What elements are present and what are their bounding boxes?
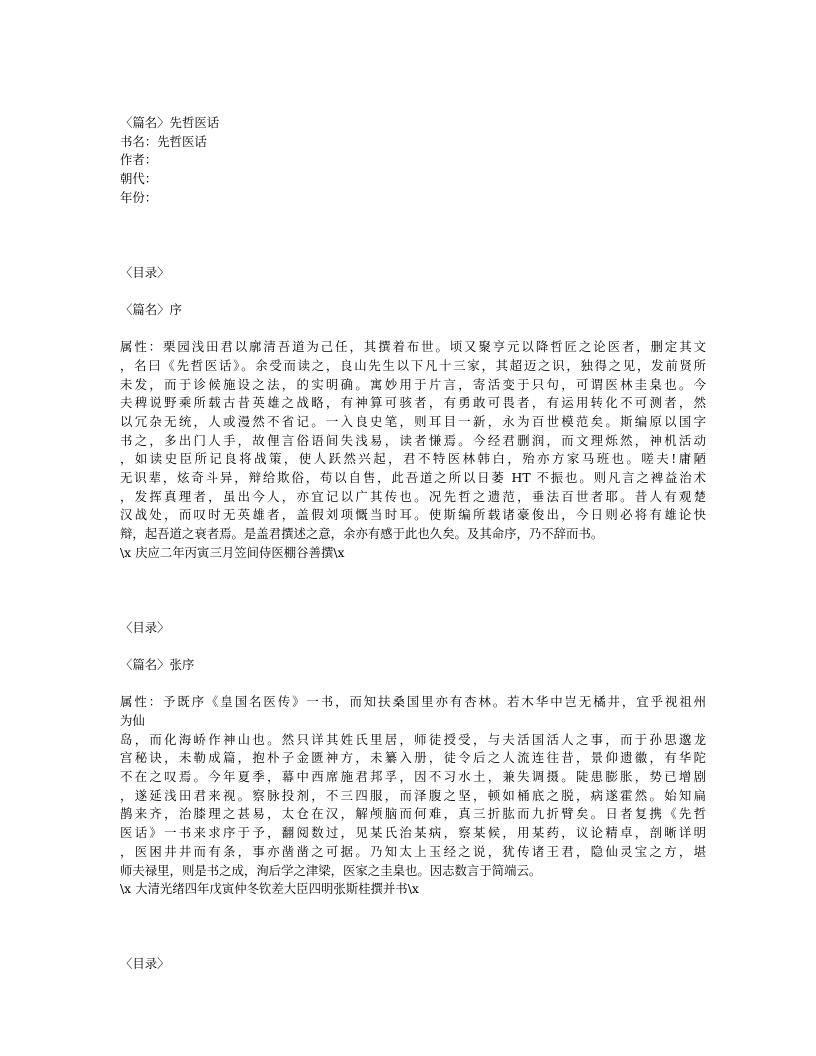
body-line: 岛，而化海峤作神山也。然只详其姓氏里居，师徒授受，与夫活国活人之事，而于孙思邈龙 <box>120 731 706 747</box>
body-line: 鹊来齐，治膝理之甚易，太仓在汉，解颅脑而何难，真三折肱而九折臂矣。日者复携《先哲 <box>120 806 706 822</box>
document-page <box>120 114 706 974</box>
section-heading: 〈篇名〉序 <box>120 301 182 317</box>
body-line: ，如读史臣所记良将战策，使人跃然兴起，君不特医林韩白，殆亦方家马班也。嗟夫!庸陋 <box>120 451 706 467</box>
title-line: 〈篇名〉先哲医话 <box>120 115 220 130</box>
body-line: ，遂延浅田君来视。察脉投剂，不三四服，而泽腹之坚，顿如桶底之脱，病遂霍然。始知扁 <box>120 787 706 803</box>
body-line: ，名曰《先哲医话》。余受而读之，良山先生以下凡十三家，其超迈之识，独得之见，发前贤所 <box>120 357 706 373</box>
body-line: 汉战处，而叹时无英雄者，盖假刘项慨当时耳。使斯编所载诸豪俊出，今日则必将有雄论快 <box>120 507 706 523</box>
body-line: 宫秘诀，未勒成篇，抱朴子金匮神方，未纂入册，徒令后之人流连往昔，景仰遗徽，有华陀 <box>120 750 706 766</box>
body-line: 属性：栗园浅田君以廓清吾道为己任，其撰着布世。顷又聚亨元以降哲匠之论医者，删定其文 <box>120 339 706 355</box>
body-line: 辩，起吾道之衰者焉。是盖君撰述之意，余亦有感于此也久矣。及其命序，乃不辞而书。 <box>120 526 604 542</box>
author-line: 作者： <box>120 152 158 168</box>
toc-link[interactable]: 〈目录〉 <box>120 619 170 635</box>
body-line: 医话》一书来求序于予，翻阅数过，见某氏治某病，察某候，用某药，议论精卓，剖晰详明 <box>120 825 706 841</box>
body-line: 师夫禄里，则是书之成，洵后学之津梁，医家之圭臬也。因志数言于简端云。 <box>120 862 542 878</box>
body-line: 书之，多出门人手，故俚言俗语间失浅易，读者慊焉。今经君删润，而文理烁然，神机活动 <box>120 432 706 448</box>
year-line: 年份： <box>120 189 158 205</box>
body-line: 无识辈，炫奇斗异，辩给欺俗，苟以自售，此吾道之所以日萎 HT 不振也。则凡言之裨益治术 <box>120 470 706 486</box>
toc-link[interactable]: 〈目录〉 <box>120 264 170 280</box>
body-line: 为仙 <box>120 713 145 728</box>
dynasty-line: 朝代： <box>120 171 158 187</box>
toc-link[interactable]: 〈目录〉 <box>120 955 170 971</box>
section-heading: 〈篇名〉张序 <box>120 656 195 672</box>
body-line: 夫稗说野乘所载古昔英雄之战略，有神算可骇者，有勇敢可畏者，有运用转化不可测者，然 <box>120 395 706 411</box>
body-line: ，发挥真理者，虽出今人，亦宜记以广其传也。况先哲之遗范，垂法百世者耶。昔人有观楚 <box>120 488 706 504</box>
signature-line: \x 大清光绪四年戊寅仲冬钦差大臣四明张斯桂撰并书\x <box>120 881 419 897</box>
signature-line: \x 庆应二年丙寅三月笠间侍医棚谷善撰\x <box>120 544 345 560</box>
body-line: ，医困井井而有条，事亦凿凿之可据。乃知太上玉经之说，犹传诸王君，隐仙灵宝之方，堪 <box>120 843 706 859</box>
body-line: 不在之叹焉。今年夏季，幕中西席施君邦孚，因不习水土，兼失调摄。陡患膨胀，势已增剧 <box>120 769 706 785</box>
body-line: 以冗杂无统，人或漫然不省记。一入良史笔，则耳目一新，永为百世模范矣。斯编原以国字 <box>120 414 706 429</box>
body-line: 未发，而于诊候施设之法，的实明确。寓妙用于片言，寄活变于只句，可谓医林圭臬也。今 <box>120 376 706 392</box>
book-line: 书名：先哲医话 <box>120 133 207 149</box>
body-line: 属性：予既序《皇国名医传》一书，而知扶桑国里亦有杏林。若木华中岂无橘井，宜乎视祖州 <box>120 694 706 710</box>
